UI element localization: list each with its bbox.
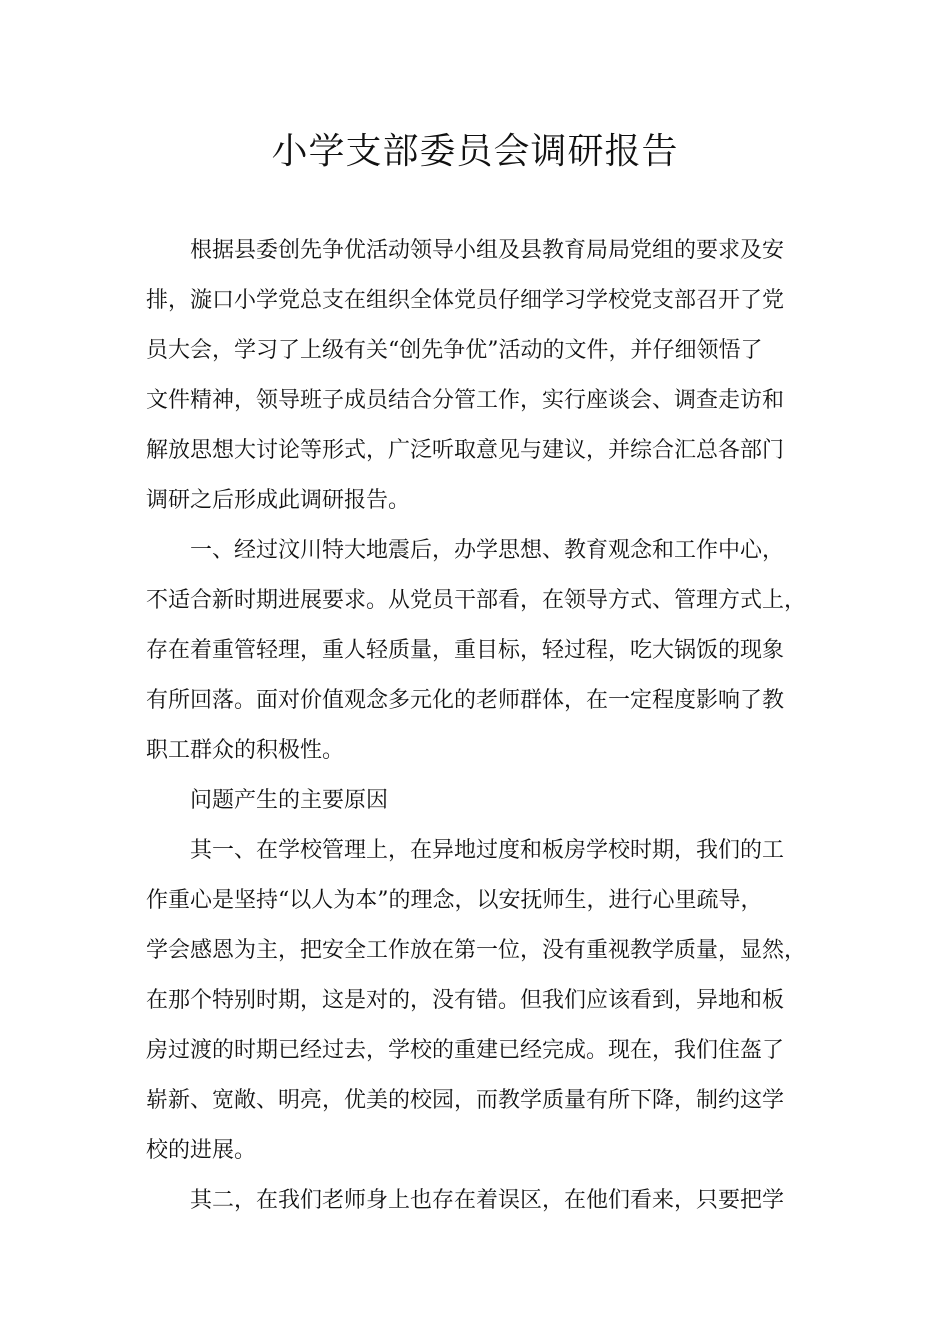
paragraph-line: 排，漩口小学党总支在组织全体党员仔细学习学校党支部召开了党 [146, 288, 785, 313]
paragraph-line: 文件精神，领导班子成员结合分管工作，实行座谈会、调查走访和 [146, 388, 785, 413]
paragraph-line: 崭新、宽敞、明亮，优美的校园，而教学质量有所下降，制约这学 [146, 1088, 785, 1113]
paragraph-line: 调研之后形成此调研报告。 [146, 488, 411, 513]
paragraph-line: 职工群众的积极性。 [146, 738, 345, 763]
paragraph-line: 作重心是坚持“以人为本”的理念，以安抚师生，进行心里疏导， [146, 888, 763, 913]
paragraph-line: 有所回落。面对价值观念多元化的老师群体，在一定程度影响了教 [146, 688, 785, 713]
section-heading-line: 问题产生的主要原因 [146, 788, 389, 813]
document-title: 小学支部委员会调研报告 [271, 131, 679, 172]
paragraph-line: 不适合新时期进展要求。从党员干部看，在领导方式、管理方式上， [146, 588, 807, 613]
paragraph-line: 存在着重管轻理，重人轻质量，重目标，轻过程，吃大锅饭的现象 [146, 638, 785, 663]
paragraph-line: 根据县委创先争优活动领导小组及县教育局局党组的要求及安 [146, 238, 785, 263]
paragraph-line: 校的进展。 [146, 1138, 257, 1163]
paragraph-line: 其一、在学校管理上，在异地过度和板房学校时期，我们的工 [146, 838, 785, 863]
paragraph-line: 房过渡的时期已经过去，学校的重建已经完成。现在，我们住盔了 [146, 1038, 785, 1063]
paragraph-line: 解放思想大讨论等形式，广泛听取意见与建议，并综合汇总各部门 [146, 438, 785, 463]
paragraph-line: 员大会，学习了上级有关“创先争优”活动的文件，并仔细领悟了 [146, 338, 763, 363]
paragraph-line: 学会感恩为主，把安全工作放在第一位，没有重视教学质量，显然， [146, 938, 807, 963]
paragraph-line: 其二，在我们老师身上也存在着误区，在他们看来，只要把学 [146, 1188, 785, 1213]
paragraph-line: 在那个特别时期，这是对的，没有错。但我们应该看到，异地和板 [146, 988, 785, 1013]
paragraph-line: 一、经过汶川特大地震后，办学思想、教育观念和工作中心， [146, 538, 785, 563]
